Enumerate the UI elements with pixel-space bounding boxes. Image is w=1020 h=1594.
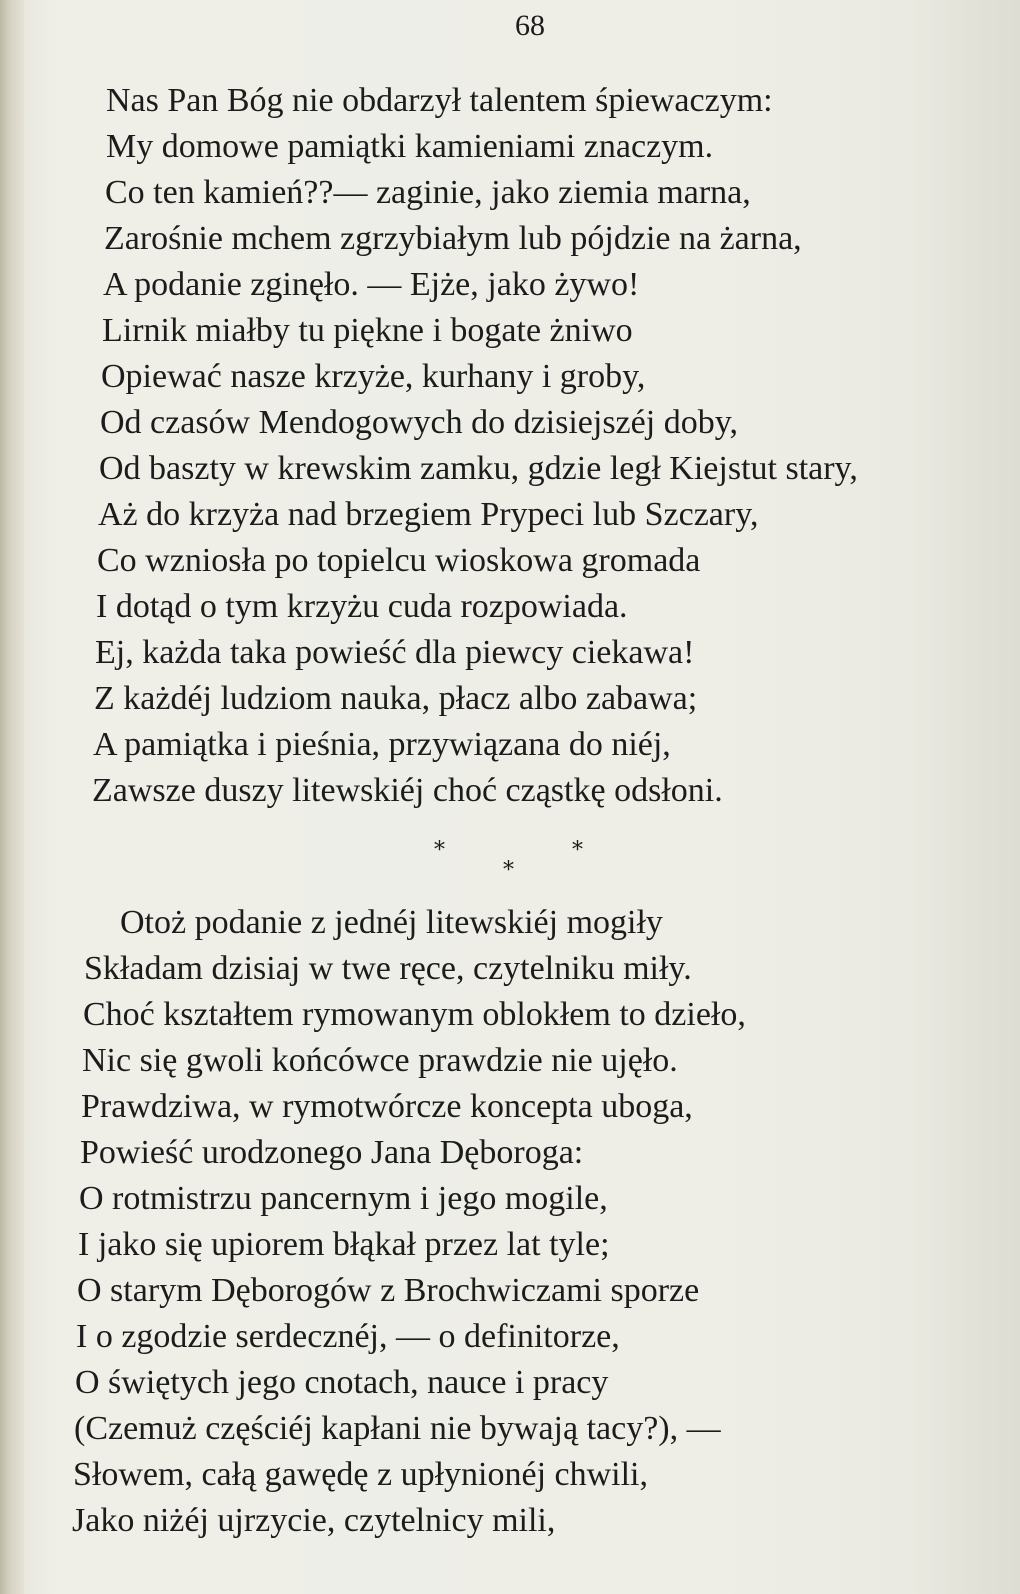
- verse-line: I jako się upiorem błąkał przez lat tyle;: [78, 1226, 610, 1263]
- page-number: 68: [515, 9, 545, 42]
- verse-line: My domowe pamiątki kamieniami znaczym.: [106, 128, 714, 165]
- verse-line: Z każdéj ludziom nauka, płacz albo zabawa;: [94, 680, 698, 717]
- verse-line: O świętych jego cnotach, nauce i pracy: [75, 1364, 609, 1401]
- verse-line: Słowem, całą gawędę z upłynionéj chwili,: [73, 1456, 648, 1493]
- verse-line: Opiewać nasze krzyże, kurhany i groby,: [101, 358, 646, 395]
- verse-line: A podanie zginęło. — Ejże, jako żywo!: [103, 266, 640, 303]
- verse-line: Prawdziwa, w rymotwórcze koncepta uboga,: [81, 1088, 693, 1125]
- verse-line: Od baszty w krewskim zamku, gdzie legł Kiejstut stary,: [99, 450, 858, 487]
- asterism-star: *: [434, 838, 445, 863]
- verse-line: Otoż podanie z jednéj litewskiéj mogiły: [120, 904, 663, 941]
- verse-line: Aż do krzyża nad brzegiem Prypeci lub Szczary,: [98, 496, 759, 533]
- verse-line: Powieść urodzonego Jana Dęboroga:: [80, 1134, 584, 1171]
- verse-line: O rotmistrzu pancernym i jego mogile,: [79, 1180, 608, 1217]
- verse-line: I dotąd o tym krzyżu cuda rozpowiada.: [96, 588, 628, 625]
- verse-line: (Czemuż częściéj kapłani nie bywają tacy?), —: [74, 1410, 721, 1447]
- verse-line: O starym Dęborogów z Brochwiczami sporze: [77, 1272, 700, 1309]
- verse-line: Zarośnie mchem zgrzybiałym lub pójdzie na żarna,: [104, 220, 802, 257]
- verse-line: Choć kształtem rymowanym oblokłem to dzieło,: [83, 996, 746, 1033]
- page-edge-shading: [910, 0, 1020, 1594]
- verse-line: Nic się gwoli końcówce prawdzie nie ujęło.: [82, 1042, 678, 1079]
- verse-line: Zawsze duszy litewskiéj choć cząstkę odsłoni.: [92, 772, 723, 809]
- verse-line: A pamiątka i pieśnia, przywiązana do niéj,: [93, 726, 671, 763]
- verse-line: Składam dzisiaj w twe ręce, czytelniku miły.: [84, 950, 692, 987]
- verse-line: Lirnik miałby tu piękne i bogate żniwo: [102, 312, 633, 349]
- asterism-star: *: [572, 838, 583, 863]
- verse-line: Jako niżéj ujrzycie, czytelnicy mili,: [72, 1502, 556, 1539]
- asterism-divider: [0, 838, 1020, 888]
- verse-line: Ej, każda taka powieść dla piewcy ciekawa!: [95, 634, 695, 671]
- verse-line: Co wzniosła po topielcu wioskowa gromada: [97, 542, 701, 579]
- verse-line: Od czasów Mendogowych do dzisiejszéj doby,: [100, 404, 738, 441]
- asterism-star: *: [503, 858, 514, 883]
- verse-line: Co ten kamień??— zaginie, jako ziemia marna,: [105, 174, 751, 211]
- stanza-2: [0, 900, 746, 1544]
- stanza-1: [0, 78, 858, 814]
- verse-line: Nas Pan Bóg nie obdarzył talentem śpiewaczym:: [106, 82, 773, 119]
- verse-line: I o zgodzie serdecznéj, — o definitorze,: [76, 1318, 620, 1355]
